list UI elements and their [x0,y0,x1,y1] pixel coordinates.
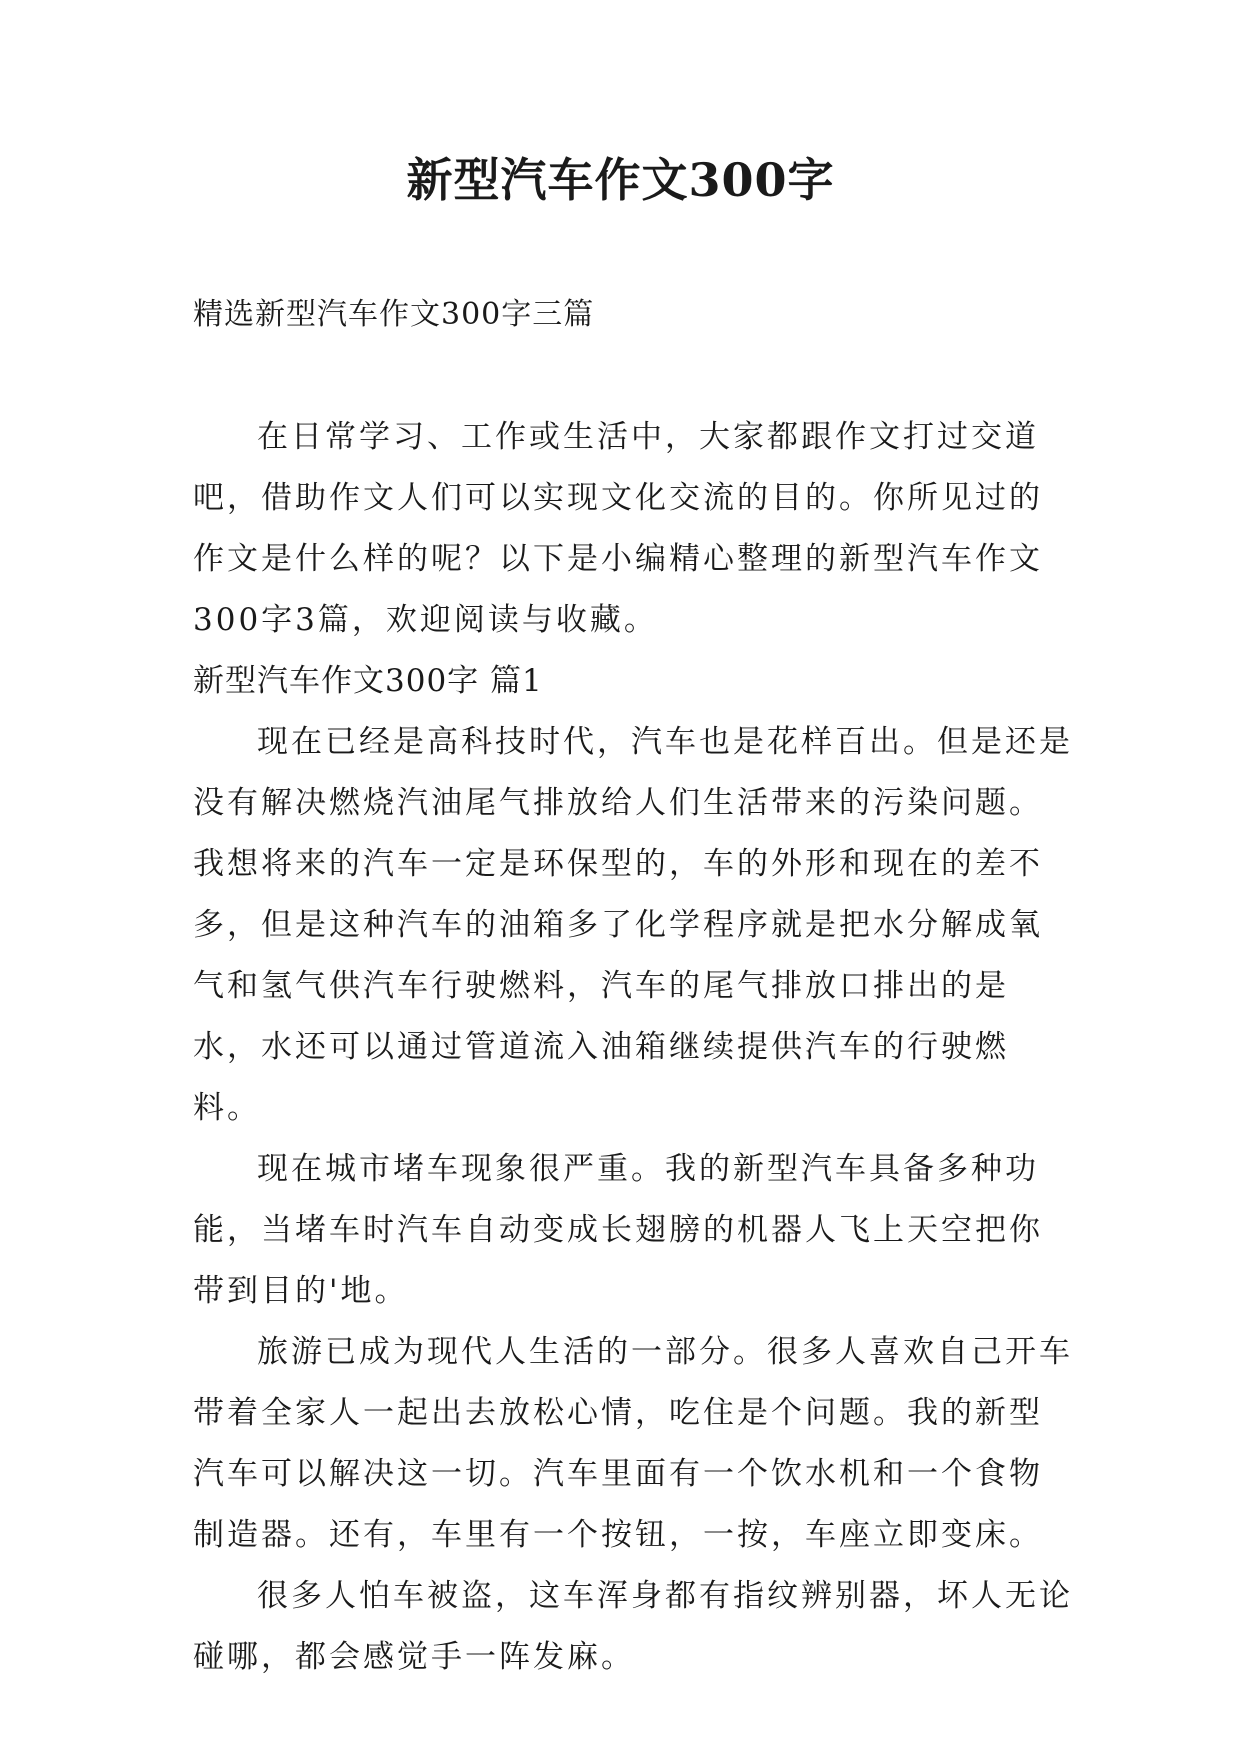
document-title: 新型汽车作文300字 [406,153,835,207]
document-body [193,407,1073,1688]
body-paragraph: 很多人怕车被盗，这车浑身都有指纹辨别器，坏人无论碰哪，都会感觉手一阵发麻。 [193,1578,1073,1675]
intro-paragraph: 在日常学习、工作或生活中，大家都跟作文打过交道吧，借助作文人们可以实现文化交流的目的。你所见过的作文是什么样的呢？以下是小编精心整理的新型汽车作文300字3篇，欢迎阅读与收藏。 [193,419,1043,638]
section-heading: 新型汽车作文300字 篇1 [193,663,543,699]
body-paragraph: 现在已经是高科技时代，汽车也是花样百出。但是还是没有解决燃烧汽油尾气排放给人们生活带来的污染问题。我想将来的汽车一定是环保型的，车的外形和现在的差不多，但是这种汽车的油箱多了化学程序就是把水分解成氧气和氢气供汽车行驶燃料，汽车的尾气排放口排出的是水，水还可以通过管道流入油箱继续提供汽车的行驶燃料。 [193,724,1073,1126]
document-subtitle: 精选新型汽车作文300字三篇 [193,297,595,332]
body-paragraph: 现在城市堵车现象很严重。我的新型汽车具备多种功能，当堵车时汽车自动变成长翅膀的机器人飞上天空把你带到目的'地。 [193,1151,1043,1309]
body-paragraph: 旅游已成为现代人生活的一部分。很多人喜欢自己开车带着全家人一起出去放松心情，吃住是个问题。我的新型汽车可以解决这一切。汽车里面有一个饮水机和一个食物制造器。还有，车里有一个按钮，一按，车座立即变床。 [193,1334,1073,1553]
